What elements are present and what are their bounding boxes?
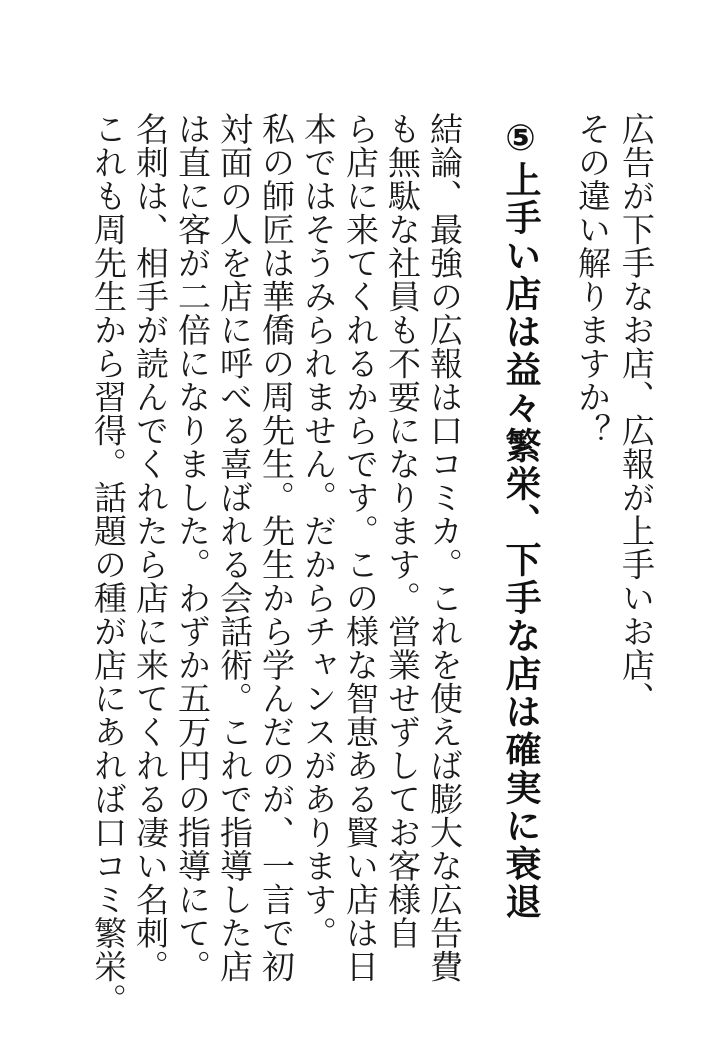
body-line-8: 名刺は、相手が読んでくれたら店に来てくれる凄い名刺。 xyxy=(131,112,170,983)
body-line-9: これも周先生から習得。話題の種が店にあれば口コミ繁栄。 xyxy=(89,112,128,1017)
body-line-3: ら店に来てくれるからです。この様な智恵ある賢い店は日 xyxy=(341,112,380,983)
section-heading: ⑤上手い店は益々繁栄、下手な店は確実に衰退 xyxy=(500,118,541,921)
body-line-4: 本ではそうみられません。だからチャンスがあります。 xyxy=(299,112,338,950)
body-line-6: 対面の人を店に呼べる喜ばれる会話術。これで指導した店 xyxy=(215,112,254,983)
body-line-5: 私の師匠は華僑の周先生。先生から学んだのが、一言で初 xyxy=(257,112,296,983)
body-line-1: 結論、最強の広報は口コミカ。これを使えば膨大な広告費 xyxy=(425,112,464,983)
intro-line-1: 広告が下手なお店、広報が上手いお店、 xyxy=(617,112,656,715)
intro-line-2: その違い解りますか？ xyxy=(573,112,612,447)
body-line-7: は直に客が二倍になりました。わずか五万円の指導にて。 xyxy=(173,112,212,983)
body-line-2: も無駄な社員も不要になります。営業せずしてお客様自 xyxy=(383,112,422,950)
